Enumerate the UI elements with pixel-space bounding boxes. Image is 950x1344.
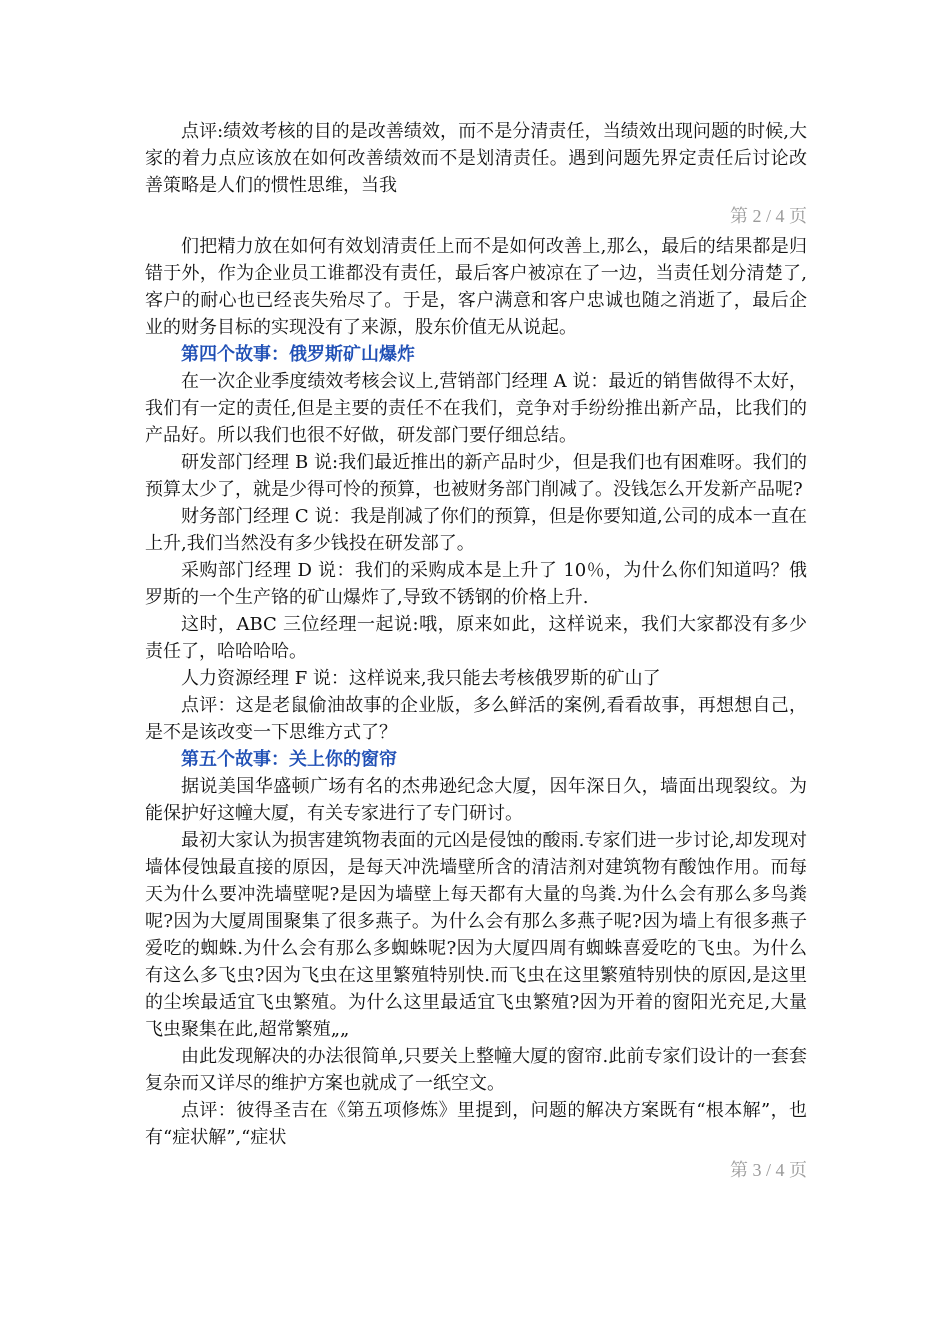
section-heading: 第五个故事：关上你的窗帘 xyxy=(181,749,397,770)
page-number: 第 2 / 4 页 xyxy=(729,206,807,226)
paragraph: 这时，ABC 三位经理一起说:哦，原来如此，这样说来，我们大家都没有多少责任了，哈哈哈哈。 xyxy=(145,614,807,662)
document-body xyxy=(145,118,807,1183)
paragraph: 点评：这是老鼠偷油故事的企业版，多么鲜活的案例,看看故事，再想想自己，是不是该改变一下思维方式了？ xyxy=(145,695,807,743)
paragraph: 人力资源经理 F 说：这样说来,我只能去考核俄罗斯的矿山了 xyxy=(181,668,661,689)
page-number: 第 3 / 4 页 xyxy=(729,1160,807,1180)
section-heading: 第四个故事：俄罗斯矿山爆炸 xyxy=(181,344,415,365)
paragraph: 研发部门经理 B 说:我们最近推出的新产品时少，但是我们也有困难呀。我们的预算太少了，就是少得可怜的预算，也被财务部门削减了。没钱怎么开发新产品呢? xyxy=(145,452,807,500)
paragraph: 在一次企业季度绩效考核会议上,营销部门经理 A 说：最近的销售做得不太好，我们有一定的责任,但是主要的责任不在我们，竞争对手纷纷推出新产品，比我们的产品好。所以我们也很不好做，研发部门要仔细总结。 xyxy=(145,371,807,446)
paragraph: 由此发现解决的办法很简单,只要关上整幢大厦的窗帘.此前专家们设计的一套套复杂而又详尽的维护方案也就成了一纸空文。 xyxy=(145,1046,807,1094)
paragraph: 据说美国华盛顿广场有名的杰弗逊纪念大厦，因年深日久，墙面出现裂纹。为能保护好这幢大厦，有关专家进行了专门研讨。 xyxy=(145,776,807,824)
paragraph: 采购部门经理 D 说：我们的采购成本是上升了 10％，为什么你们知道吗？俄罗斯的一个生产铬的矿山爆炸了,导致不锈钢的价格上升. xyxy=(145,560,807,608)
paragraph: 们把精力放在如何有效划清责任上而不是如何改善上,那么，最后的结果都是归错于外，作为企业员工谁都没有责任，最后客户被凉在了一边，当责任划分清楚了,客户的耐心也已经丧失殆尽了。于是，客户满意和客户忠诚也随之消逝了，最后企业的财务目标的实现没有了来源，股东价值无从说起。 xyxy=(145,236,807,338)
paragraph: 点评:绩效考核的目的是改善绩效，而不是分清责任，当绩效出现问题的时候,大家的着力点应该放在如何改善绩效而不是划清责任。遇到问题先界定责任后讨论改善策略是人们的惯性思维，当我 xyxy=(145,121,807,196)
paragraph: 点评：彼得圣吉在《第五项修炼》里提到，问题的解决方案既有“根本解”，也有“症状解”,“症状 xyxy=(145,1100,807,1148)
paragraph: 财务部门经理 C 说：我是削减了你们的预算，但是你要知道,公司的成本一直在上升,我们当然没有多少钱投在研发部了。 xyxy=(145,506,807,554)
paragraph: 最初大家认为损害建筑物表面的元凶是侵蚀的酸雨.专家们进一步讨论,却发现对墙体侵蚀最直接的原因，是每天冲洗墙壁所含的清洁剂对建筑物有酸蚀作用。而每天为什么要冲洗墙壁呢?是因为墙壁上每天都有大量的鸟粪.为什么会有那么多鸟粪呢?因为大厦周围聚集了很多燕子。为什么会有那么多燕子呢?因为墙上有很多燕子爱吃的蜘蛛.为什么会有那么多蜘蛛呢?因为大厦四周有蜘蛛喜爱吃的飞虫。为什么有这么多飞虫?因为飞虫在这里繁殖特别快.而飞虫在这里繁殖特别快的原因,是这里的尘埃最适宜飞虫繁殖。为什么这里最适宜飞虫繁殖?因为开着的窗阳光充足,大量飞虫聚集在此,超常繁殖„„ xyxy=(145,830,807,1040)
